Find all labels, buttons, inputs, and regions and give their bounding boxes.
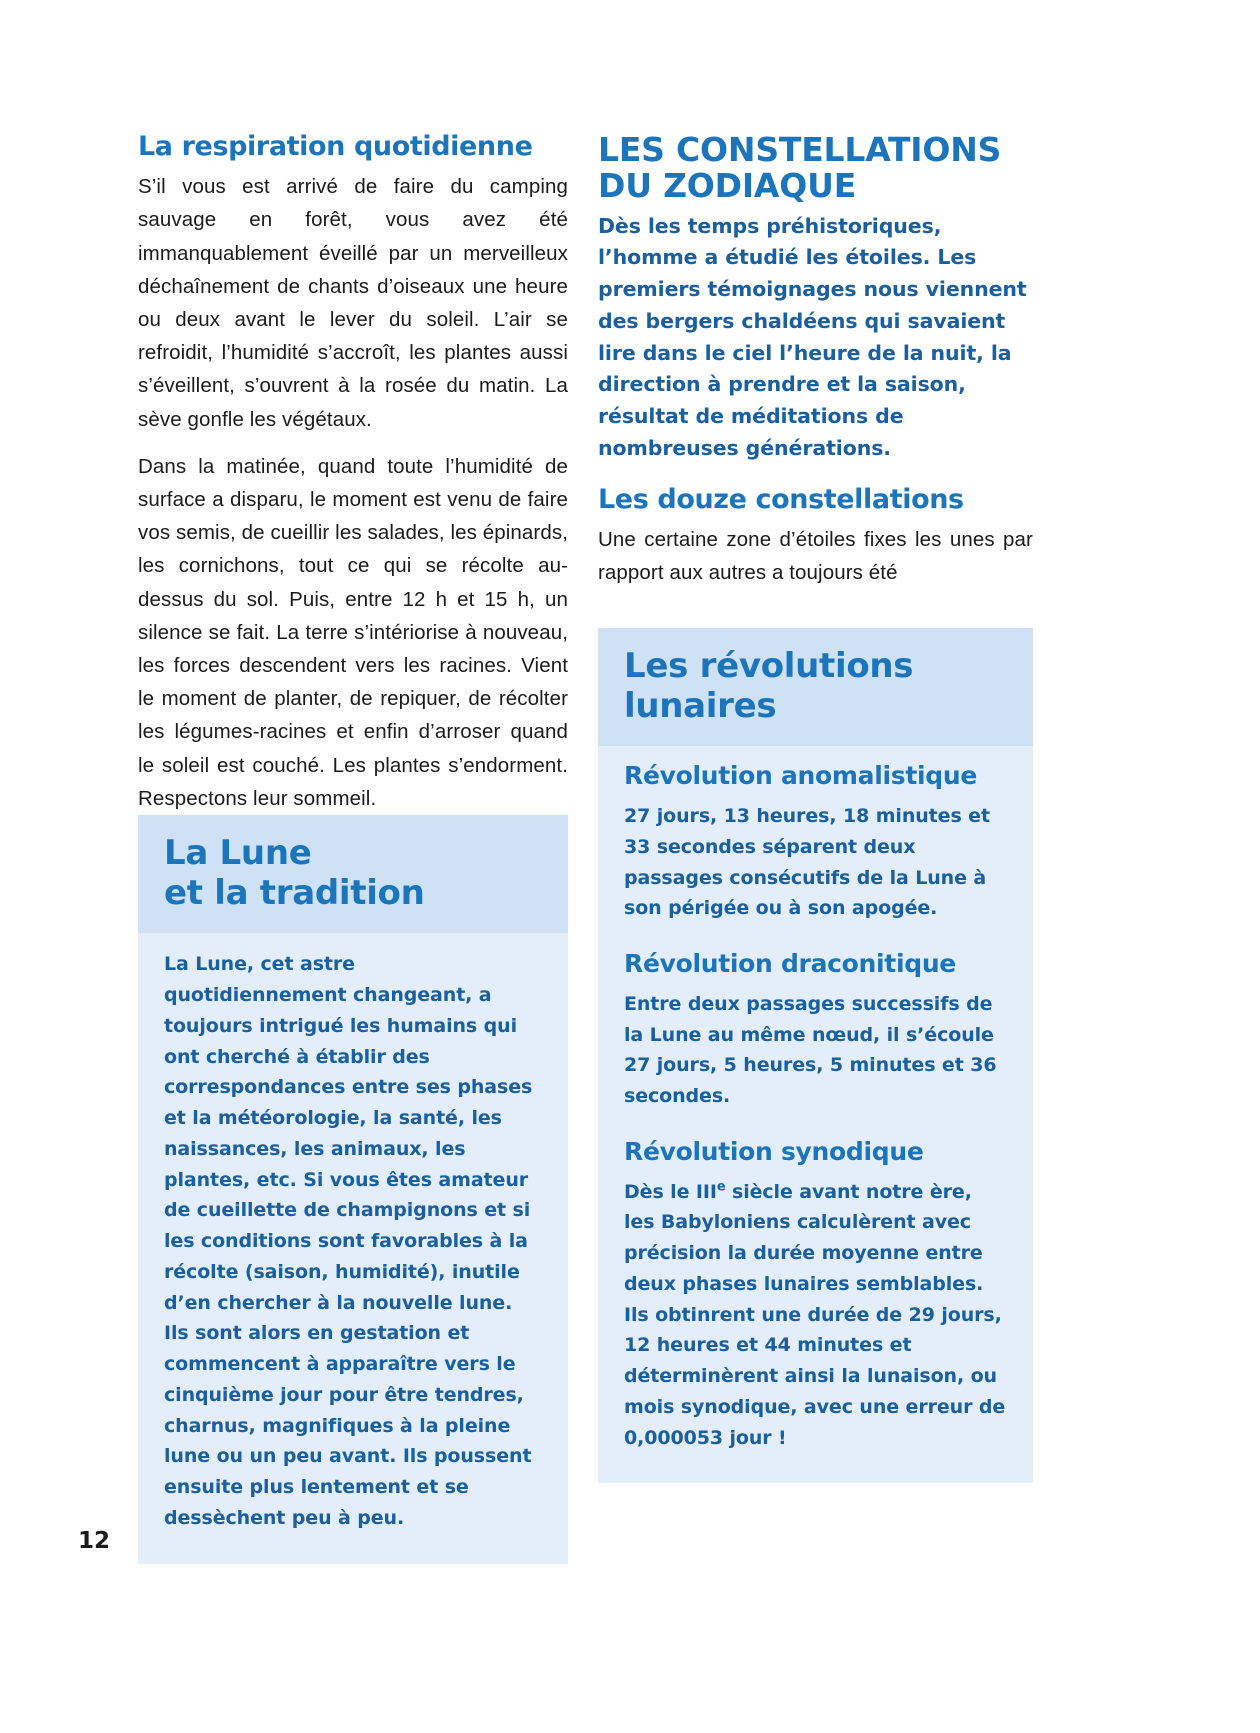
callout-title-revolutions-line2: lunaires xyxy=(624,686,777,727)
page-title-line2: DU ZODIAQUE xyxy=(598,166,857,206)
page-title-constellations xyxy=(598,132,1033,205)
paragraph-respiration-2: Dans la matinée, quand toute l’humidité de surface a disparu, le moment est venu de faire vos semis, de cueillir les salades, les épinards, les cornichons, tout ce qui se récolte au-dessus du sol. Puis, entre 12 h et 15 h, un silence se fait. La terre s’intériorise à nouveau, les forces descendent vers les racines. Vient le moment de planter, de repiquer, de récolter les légumes-racines et enfin d’arroser quand le soleil est couché. Les plantes s’endorment. Respectons leur sommeil. xyxy=(138,454,568,810)
revolution-heading-anomalistique: Révolution anomalistique xyxy=(624,761,977,791)
revolution-section-synodique xyxy=(624,1138,1007,1454)
section-heading-douze-constellations: Les douze constellations xyxy=(598,483,964,515)
callout-body-revolutions xyxy=(598,746,1033,1483)
callout-text-lune: La Lune, cet astre quotidiennement changeant, a toujours intrigué les humains qui ont cherché à établir des correspondances entre ses phases et la météorologie, la santé, les naissances, les animaux, les plantes, etc. Si vous êtes amateur de cueillette de champignons et si les conditions sont favorables à la récolte (saison, humidité), inutile d’en chercher à la nouvelle lune. Ils sont alors en gestation et commencent à apparaître vers le cinquième jour pour être tendres, charnus, magnifiques à la pleine lune ou un peu avant. Ils poussent ensuite plus lentement et se dessèchent peu à peu. xyxy=(164,953,533,1529)
revolution-text-anomalistique: 27 jours, 13 heures, 18 minutes et 33 secondes séparent deux passages consécutifs de la Lune à son périgée ou à son apogée. xyxy=(624,804,990,920)
left-column xyxy=(138,132,568,815)
callout-header-revolutions xyxy=(598,628,1033,746)
revolution-text-synodique: Dès le IIIe siècle avant notre ère, les Babyloniens calculèrent avec précision la durée moyenne entre deux phases lunaires semblables. Ils obtinrent une durée de 29 jours, 12 heures et 44 minutes et déterminèrent ainsi la lunaison, ou mois synodique, avec une erreur de 0,000053 jour ! xyxy=(624,1179,1006,1449)
page-number: 12 xyxy=(78,1528,111,1554)
revolution-section-draconitique xyxy=(624,950,1007,1112)
callout-box-revolutions-lunaires xyxy=(598,628,1033,1483)
intro-paragraph-constellations: Dès les temps préhistoriques, l’homme a étudié les étoiles. Les premiers témoignages nous viennent des bergers chaldéens qui savaient lire dans le ciel l’heure de la nuit, la direction à prendre et la saison, résultat de méditations de nombreuses générations. xyxy=(598,213,1027,460)
callout-title-lune-line2: et la tradition xyxy=(164,873,425,914)
paragraph-respiration-1: S’il vous est arrivé de faire du camping sauvage en forêt, vous avez été immanquablement éveillé par un merveilleux déchaînement de chants d’oiseaux une heure ou deux avant le lever du soleil. L’air se refroidit, l’humidité s’accroît, les plantes aussi s’éveillent, s’ouvrent à la rosée du matin. La sève gonfle les végétaux. xyxy=(138,175,568,431)
section-heading-respiration: La respiration quotidienne xyxy=(138,131,533,162)
revolution-section-anomalistique xyxy=(624,762,1007,924)
revolution-text-draconitique: Entre deux passages successifs de la Lune au même nœud, il s’écoule 27 jours, 5 heures, 5 minutes et 36 secondes. xyxy=(624,992,997,1108)
callout-title-revolutions-line1: Les révolutions xyxy=(624,646,914,686)
paragraph-douze-constellations: Une certaine zone d’étoiles fixes les unes par rapport aux autres a toujours été xyxy=(598,527,1033,585)
callout-body-lune xyxy=(138,933,568,1564)
callout-header-lune xyxy=(138,815,568,933)
revolution-heading-synodique: Révolution synodique xyxy=(624,1136,924,1166)
callout-box-lune-tradition xyxy=(138,815,568,1564)
callout-title-lune-line1: La Lune xyxy=(164,833,312,873)
page-title-line1: LES CONSTELLATIONS xyxy=(598,130,1002,169)
revolution-heading-draconitique: Révolution draconitique xyxy=(624,949,956,979)
right-column xyxy=(598,132,1033,589)
